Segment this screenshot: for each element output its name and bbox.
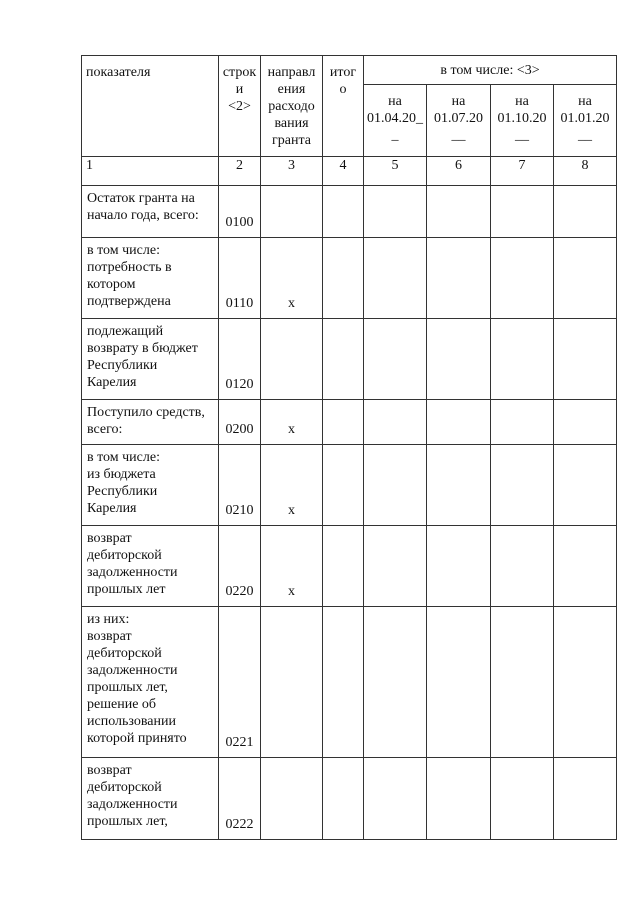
value-cell[interactable] xyxy=(364,319,427,400)
row-label xyxy=(82,238,219,319)
table-row xyxy=(82,526,617,607)
header-q2-text: на 01.07.20 __ xyxy=(434,94,483,143)
value-cell[interactable] xyxy=(554,607,617,758)
value-cell[interactable] xyxy=(323,400,364,445)
value-cell[interactable] xyxy=(427,238,491,319)
row-code: 0221 xyxy=(219,607,261,758)
row-code: 0200 xyxy=(219,400,261,445)
row-label-text: Поступило средств, всего: xyxy=(87,405,205,437)
row-label-text: в том числе: потребность в котором подтверждена xyxy=(87,243,172,309)
value-cell[interactable] xyxy=(554,319,617,400)
row-label xyxy=(82,445,219,526)
value-cell[interactable] xyxy=(364,186,427,238)
header-indicator-text: показателя xyxy=(86,65,151,80)
table-row xyxy=(82,758,617,840)
header-q1 xyxy=(364,85,427,157)
row-code: 0210 xyxy=(219,445,261,526)
col-number: 1 xyxy=(82,157,219,186)
row-label xyxy=(82,526,219,607)
value-cell[interactable] xyxy=(323,186,364,238)
row-label xyxy=(82,319,219,400)
row-code: 0120 xyxy=(219,319,261,400)
col-number: 3 xyxy=(261,157,323,186)
header-q4-text: на 01.01.20 __ xyxy=(560,94,610,143)
table-row xyxy=(82,186,617,238)
value-cell[interactable] xyxy=(554,445,617,526)
row-label-text: в том числе: из бюджета Республики Карелия xyxy=(87,450,160,516)
row-code: 0100 xyxy=(219,186,261,238)
header-direction-text: направл ения расходо вания гранта xyxy=(267,65,316,148)
value-cell[interactable] xyxy=(323,526,364,607)
header-q2 xyxy=(427,85,491,157)
report-table xyxy=(81,55,617,840)
row-label-text: из них: возврат дебиторской задолженности прошлых лет, решение об использовании которой принято xyxy=(87,612,187,746)
value-cell[interactable] xyxy=(491,186,554,238)
value-cell[interactable] xyxy=(491,238,554,319)
value-cell[interactable] xyxy=(491,319,554,400)
value-cell[interactable] xyxy=(364,758,427,840)
row-label xyxy=(82,607,219,758)
header-row-1 xyxy=(82,56,617,85)
header-total-text: итог о xyxy=(329,65,357,97)
header-group-text: в том числе: <3> xyxy=(440,62,540,78)
header-direction xyxy=(261,56,323,157)
header-row-code-text: строк и <2> xyxy=(222,65,257,114)
value-cell[interactable] xyxy=(323,319,364,400)
row-direction: x xyxy=(261,526,323,607)
row-code: 0222 xyxy=(219,758,261,840)
value-cell[interactable] xyxy=(554,400,617,445)
value-cell[interactable] xyxy=(323,758,364,840)
value-cell[interactable] xyxy=(427,758,491,840)
value-cell[interactable] xyxy=(427,400,491,445)
value-cell[interactable] xyxy=(554,758,617,840)
row-direction xyxy=(261,186,323,238)
row-code: 0220 xyxy=(219,526,261,607)
value-cell[interactable] xyxy=(427,319,491,400)
header-q3 xyxy=(491,85,554,157)
value-cell[interactable] xyxy=(491,445,554,526)
table-row xyxy=(82,607,617,758)
value-cell[interactable] xyxy=(491,526,554,607)
value-cell[interactable] xyxy=(427,526,491,607)
header-total xyxy=(323,56,364,157)
col-number: 6 xyxy=(427,157,491,186)
table-row xyxy=(82,319,617,400)
value-cell[interactable] xyxy=(364,400,427,445)
header-q4 xyxy=(554,85,617,157)
value-cell[interactable] xyxy=(554,186,617,238)
row-direction: x xyxy=(261,238,323,319)
table-row xyxy=(82,238,617,319)
value-cell[interactable] xyxy=(491,607,554,758)
value-cell[interactable] xyxy=(427,445,491,526)
value-cell[interactable] xyxy=(323,607,364,758)
value-cell[interactable] xyxy=(364,607,427,758)
row-label xyxy=(82,758,219,840)
col-number: 4 xyxy=(323,157,364,186)
header-q1-text: на 01.04.20_ _ xyxy=(367,94,423,143)
col-number: 2 xyxy=(219,157,261,186)
row-label-text: подлежащий возврату в бюджет Республики Карелия xyxy=(87,324,198,390)
row-label xyxy=(82,400,219,445)
value-cell[interactable] xyxy=(427,607,491,758)
row-label-text: возврат дебиторской задолженности прошлых лет xyxy=(87,531,178,597)
value-cell[interactable] xyxy=(364,445,427,526)
row-direction: x xyxy=(261,445,323,526)
header-indicator xyxy=(82,56,219,157)
row-direction: x xyxy=(261,400,323,445)
value-cell[interactable] xyxy=(491,400,554,445)
header-row-code xyxy=(219,56,261,157)
row-direction xyxy=(261,319,323,400)
col-number: 5 xyxy=(364,157,427,186)
header-q3-text: на 01.10.20 __ xyxy=(497,94,547,143)
col-number: 7 xyxy=(491,157,554,186)
value-cell[interactable] xyxy=(323,238,364,319)
row-label xyxy=(82,186,219,238)
table-row xyxy=(82,400,617,445)
row-direction xyxy=(261,607,323,758)
value-cell[interactable] xyxy=(427,186,491,238)
table-row xyxy=(82,445,617,526)
row-label-text: Остаток гранта на начало года, всего: xyxy=(87,191,199,223)
column-number-row xyxy=(82,157,617,186)
value-cell[interactable] xyxy=(323,445,364,526)
value-cell[interactable] xyxy=(554,526,617,607)
value-cell[interactable] xyxy=(491,758,554,840)
row-label-text: возврат дебиторской задолженности прошлых лет, xyxy=(87,763,178,829)
value-cell[interactable] xyxy=(364,238,427,319)
header-group xyxy=(364,56,617,85)
col-number: 8 xyxy=(554,157,617,186)
value-cell[interactable] xyxy=(364,526,427,607)
value-cell[interactable] xyxy=(554,238,617,319)
row-direction xyxy=(261,758,323,840)
row-code: 0110 xyxy=(219,238,261,319)
